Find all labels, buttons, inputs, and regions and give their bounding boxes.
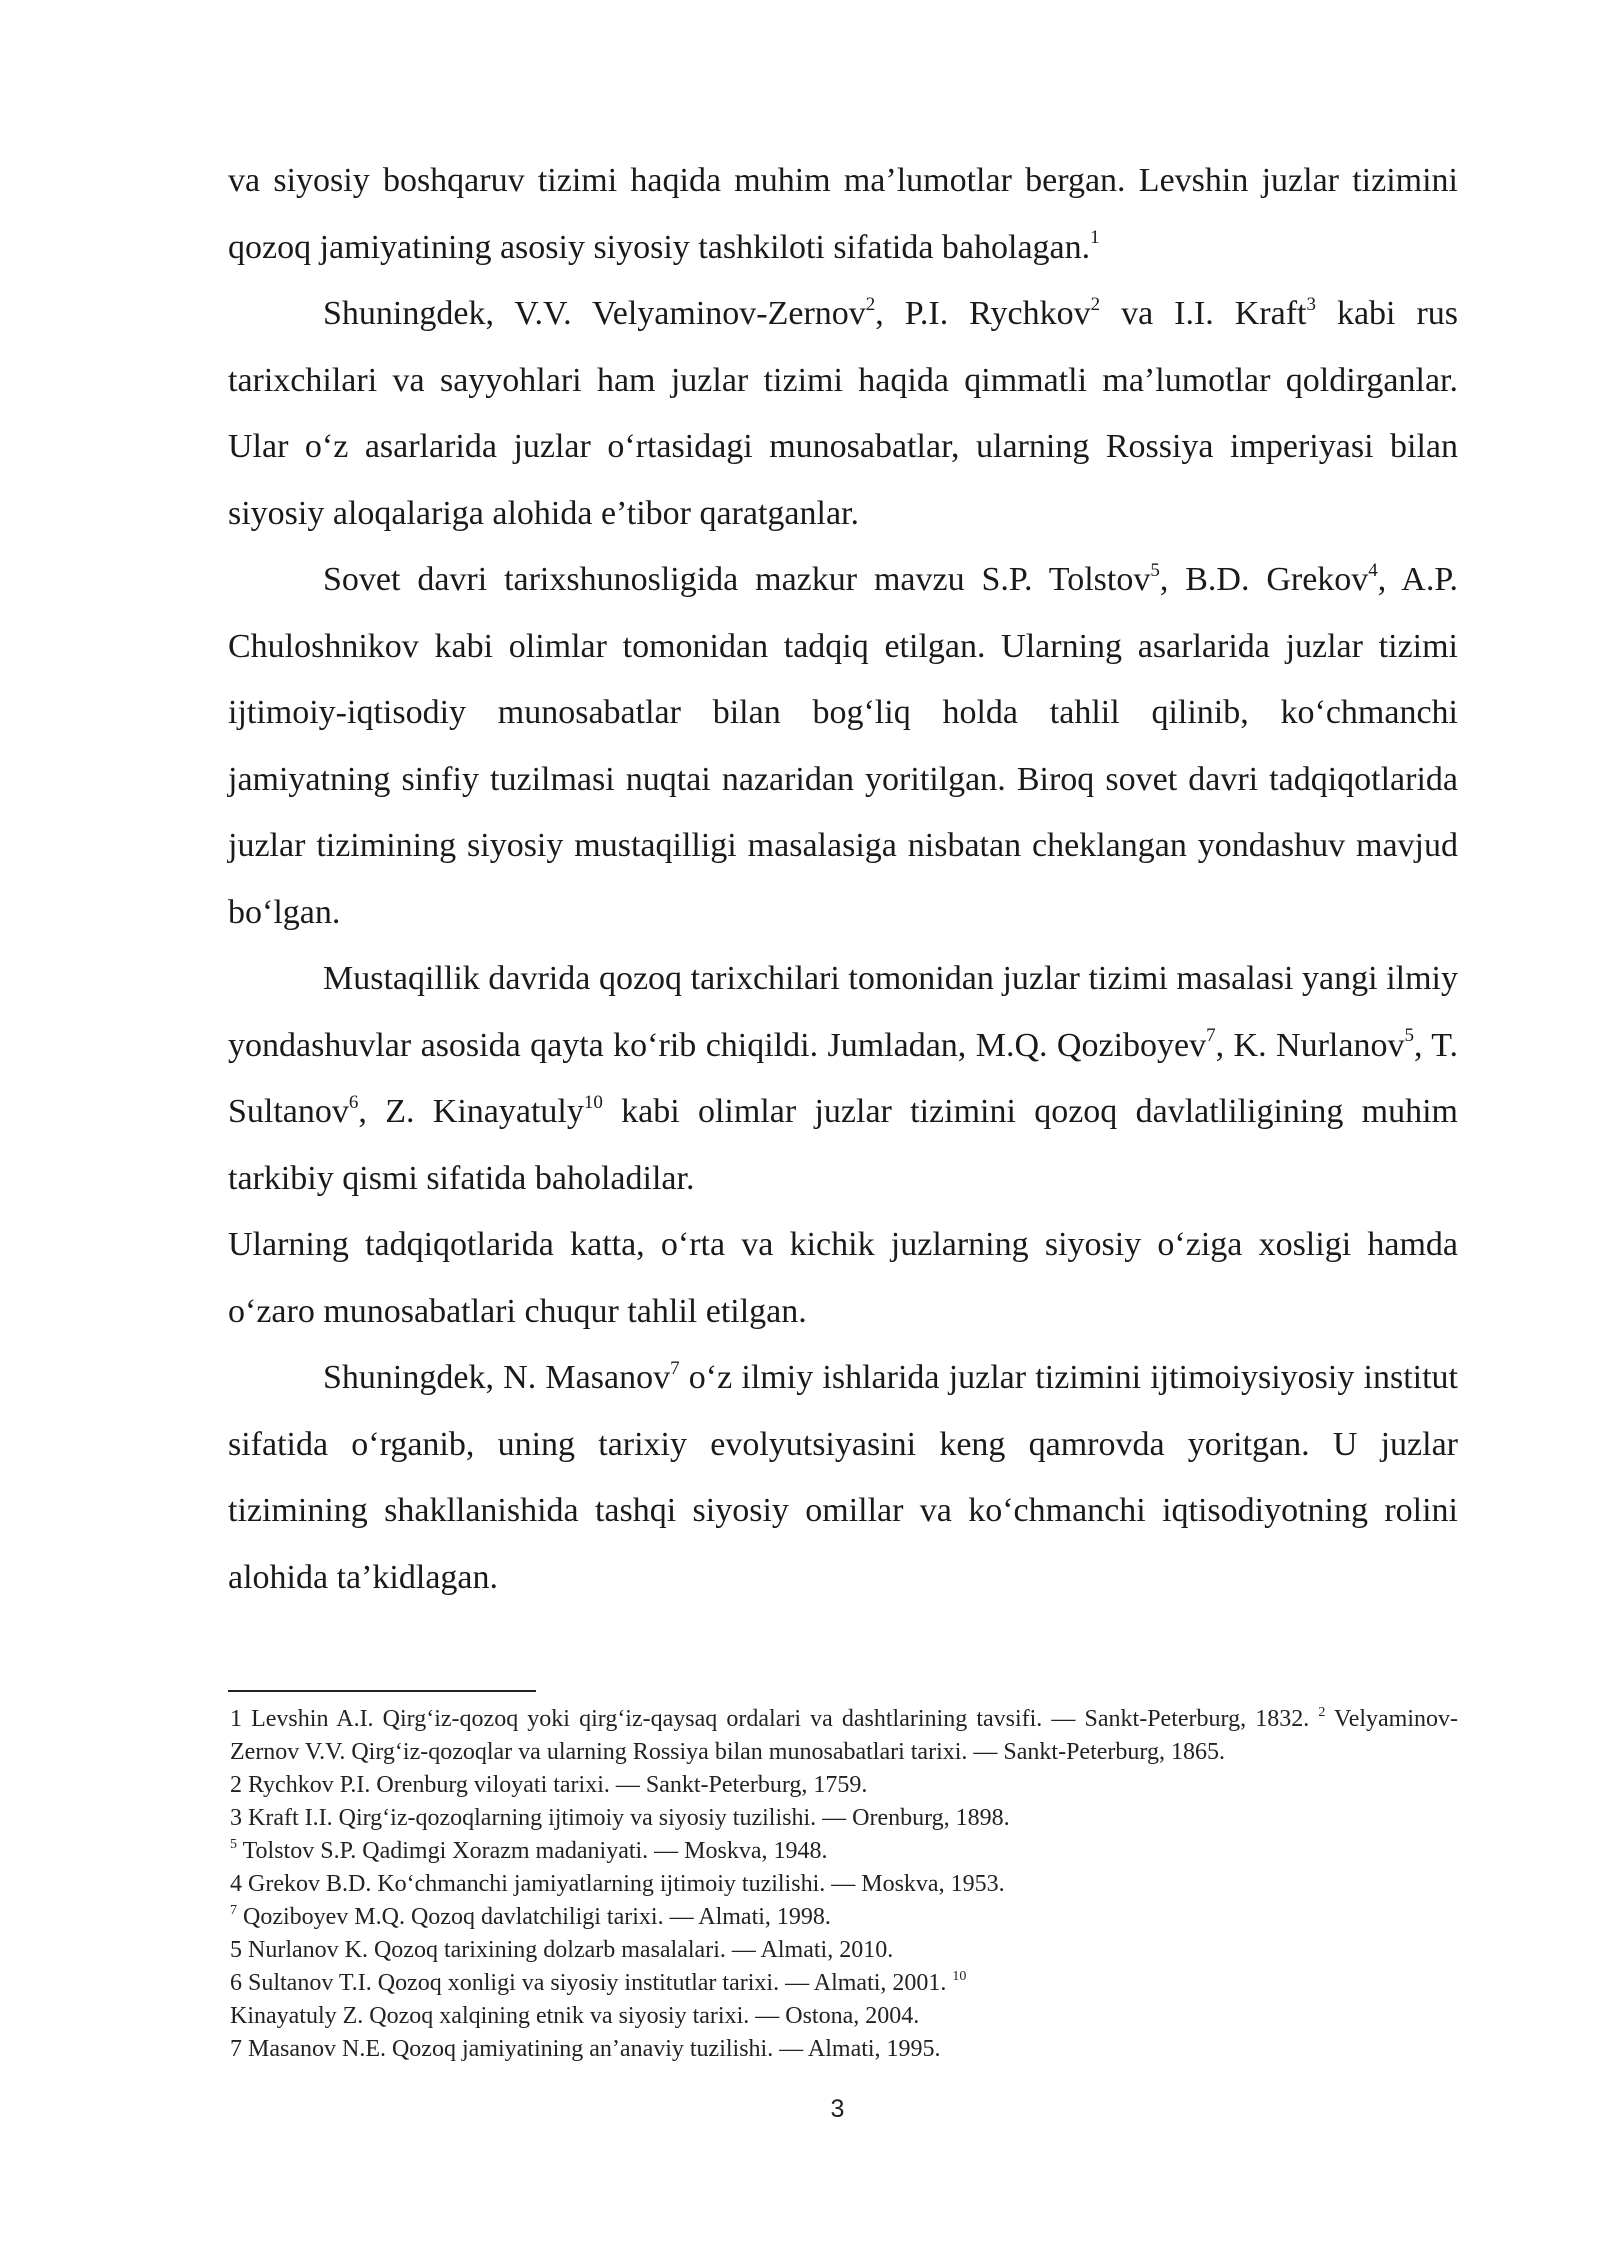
footnote-ref[interactable]: 5 xyxy=(1404,1025,1414,1047)
body-text xyxy=(228,148,1458,1611)
paragraph-2: Shuningdek, V.V. Velyaminov-Zernov$^2$, P.I. Rychkov$^2$ va I.I. Kraft$^3$ kabi rus tarixchilari va sayyohlari ham juzlar tizimi haqida qimmatli ma’lumotlar qoldirganlar. Ular o‘z asarlarida juzlar o‘rtasidagi munosabatlar, ularning Rossiya imperiyasi bilan siyosiy aloqalariga alohida e’tibor qaratganlar. xyxy=(228,293,1459,532)
paragraph-3: Sovet davri tarixshunosligida mazkur mavzu S.P. Tolstov$^5$, B.D. Grekov$^4$, A.P. Chuloshnikov kabi olimlar tomonidan tadqiq etilgan. Ularning asarlarida juzlar tizimi ijtimoiy-iqtisodiy munosabatlar bilan bog‘liq holda tahlil qilinib, ko‘chmanchi jamiyatning sinfiy tuzilmasi nuqtai nazaridan yoritilgan. Biroq sovet davri tadqiqotlarida juzlar tizimining siyosiy mustaqilligi masalasiga nisbatan cheklangan yondashuv mavjud bo‘lgan. xyxy=(228,559,1458,931)
footnote-5: 4 Grekov B.D. Ko‘chmanchi jamiyatlarning ijtimoiy tuzilishi. — Moskva, 1953. xyxy=(230,1871,1005,1897)
footnotes xyxy=(230,1703,1458,2066)
footnote-ref[interactable]: 5 xyxy=(1150,559,1160,581)
footnote-ref[interactable]: 2 xyxy=(1090,293,1101,315)
footnote-ref[interactable]: 7 xyxy=(1206,1025,1216,1047)
footnote-marker: 7 xyxy=(230,1903,237,1918)
paragraph-5: Ularning tadqiqotlarida katta, o‘rta va kichik juzlarning siyosiy o‘ziga xosligi hamda o‘zaro munosabatlari chuqur tahlil etilgan. xyxy=(228,1226,1458,1330)
footnote-separator xyxy=(228,1690,536,1692)
footnote-ref[interactable]: 1 xyxy=(1090,227,1100,249)
footnote-8: 6 Sultanov T.I. Qozoq xonligi va siyosiy institutlar tarixi. — Almati, 2001. $^{10}$ Kinayatuly Z. Qozoq xalqining etnik va siyosiy tarixi. — Ostona, 2004. xyxy=(230,1969,967,2029)
footnote-marker: 5 xyxy=(230,1837,237,1852)
footnote-marker: 2 xyxy=(1318,1705,1326,1720)
footnote-marker: 10 xyxy=(952,1969,967,1984)
footnote-ref[interactable]: 10 xyxy=(583,1091,603,1113)
footnote-1: 1 Levshin A.I. Qirg‘iz-qozoq yoki qirg‘iz-qaysaq ordalari va dashtlarining tavsifi. — Sankt-Peterburg, 1832. $^2$ Velyaminov-Zernov V.V. Qirg‘iz-qozoqlar va ularning Rossiya bilan munosabatlari tarixi. — Sankt-Peterburg, 1865. xyxy=(230,1705,1458,1765)
footnote-9: 7 Masanov N.E. Qozoq jamiyatining an’anaviy tuzilishi. — Almati, 1995. xyxy=(230,2036,941,2062)
footnote-2: 2 Rychkov P.I. Orenburg viloyati tarixi. — Sankt-Peterburg, 1759. xyxy=(230,1772,868,1798)
footnote-6: $^7$ Qoziboyev M.Q. Qozoq davlatchiligi tarixi. — Almati, 1998. xyxy=(230,1903,831,1930)
paragraph-6: Shuningdek, N. Masanov$^7$ o‘z ilmiy ishlarida juzlar tizimini ijtimoiysiyosiy institut sifatida o‘rganib, uning tarixiy evolyutsiyasini keng qamrovda yoritgan. U juzlar tizimining shakllanishida tashqi siyosiy omillar va ko‘chmanchi iqtisodiyotning rolini alohida ta’kidlagan. xyxy=(228,1357,1458,1596)
footnote-ref[interactable]: 7 xyxy=(670,1357,680,1379)
footnote-7: 5 Nurlanov K. Qozoq tarixining dolzarb masalalari. — Almati, 2010. xyxy=(230,1937,894,1963)
footnote-ref[interactable]: 3 xyxy=(1306,293,1316,315)
footnote-4: $^5$ Tolstov S.P. Qadimgi Xorazm madaniyati. — Moskva, 1948. xyxy=(230,1837,828,1864)
footnote-ref[interactable]: 4 xyxy=(1368,559,1378,581)
paragraph-4: Mustaqillik davrida qozoq tarixchilari tomonidan juzlar tizimi masalasi yangi ilmiy yondashuvlar asosida qayta ko‘rib chiqildi. Jumladan, M.Q. Qoziboyev$^7$, K. Nurlanov$^5$, T. Sultanov$^6$, Z. Kinayatuly$^{10}$ kabi olimlar juzlar tizimini qozoq davlatliligining muhim tarkibiy qismi sifatida baholadilar. xyxy=(228,960,1459,1197)
footnote-ref[interactable]: 6 xyxy=(348,1091,359,1113)
paragraph-1: va siyosiy boshqaruv tizimi haqida muhim ma’lumotlar bergan. Levshin juzlar tizimini qozoq jamiyatining asosiy siyosiy tashkiloti sifatida baholagan.$^1$ xyxy=(228,162,1458,266)
page-number: 3 xyxy=(830,2095,845,2123)
footnote-3: 3 Kraft I.I. Qirg‘iz-qozoqlarning ijtimoiy va siyosiy tuzilishi. — Orenburg, 1898. xyxy=(230,1805,1010,1831)
footnote-ref[interactable]: 2 xyxy=(865,293,876,315)
